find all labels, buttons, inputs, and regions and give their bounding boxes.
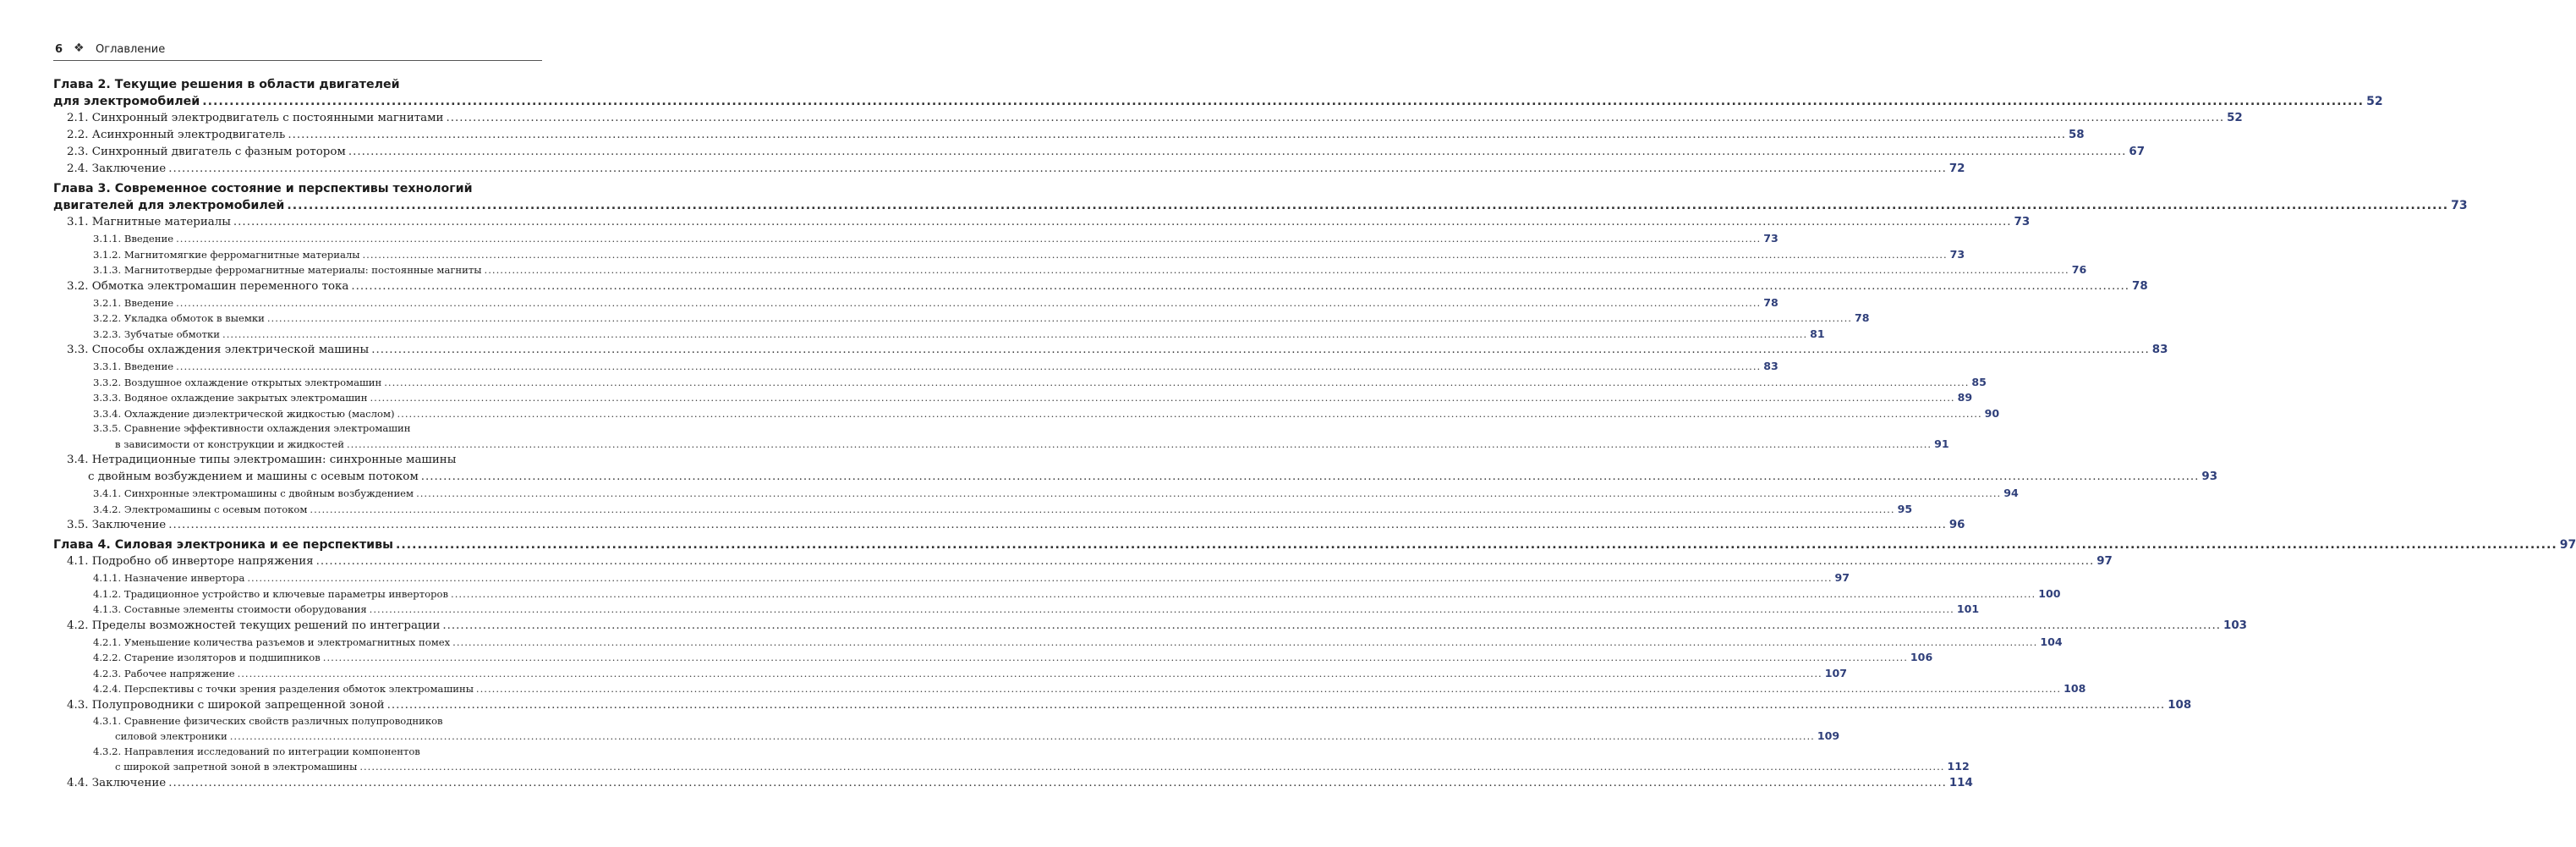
dot-leader: ................................................................................................................................................................................................................................................................................................................................................................................................................ <box>475 683 2062 695</box>
toc-entry-title: 3.5. Заключение <box>67 519 167 531</box>
toc-entry-page-number: 67 <box>2129 146 2146 158</box>
toc-entry-page-number: 52 <box>2227 112 2243 124</box>
dot-leader: ................................................................................................................................................................................................................................................................................................................................................................................................................ <box>359 761 1945 773</box>
toc-entry-page-number: 91 <box>1934 437 1949 450</box>
toc-entry-title: 3.4. Нетрадиционные типы электромашин: синхронные машины <box>67 454 457 466</box>
toc-entry-level-3[interactable] <box>53 666 1847 682</box>
toc-entry-level-3[interactable] <box>53 502 1913 518</box>
dot-leader: ................................................................................................................................................................................................................................................................................................................................................................................................................ <box>362 248 1948 261</box>
toc-entry-title: 3.3.5. Сравнение эффективности охлаждения электромашин <box>93 422 411 434</box>
toc-entry-title: 4.2.3. Рабочее напряжение <box>93 667 235 679</box>
toc-entry-title: силовой электроники <box>115 730 227 742</box>
toc-entry-title: 4.2.2. Старение изоляторов и подшипников <box>93 652 321 663</box>
toc-entry-page-number: 103 <box>2223 619 2247 632</box>
dot-leader: ................................................................................................................................................................................................................................................................................................................................................................................................................ <box>452 635 2038 648</box>
toc-entry-page-number: 104 <box>2040 635 2063 648</box>
toc-entry-title: 4.3.2. Направления исследований по интеграции компонентов <box>93 745 420 757</box>
dot-leader: ................................................................................................................................................................................................................................................................................................................................................................................................................ <box>288 129 2066 141</box>
dot-leader: ................................................................................................................................................................................................................................................................................................................................................................................................................ <box>168 519 1947 531</box>
toc-entry-title: 4.3.1. Сравнение физических свойств различных полупроводников <box>93 714 443 727</box>
toc-entry-level-3[interactable] <box>53 602 1980 618</box>
toc-entry-level-3[interactable] <box>53 390 1973 406</box>
dot-leader: ................................................................................................................................................................................................................................................................................................................................................................................................................ <box>446 112 2225 124</box>
toc-entry-page-number: 52 <box>2366 95 2383 108</box>
dot-leader: ................................................................................................................................................................................................................................................................................................................................................................................................................ <box>420 470 2200 483</box>
toc-entry-level-2[interactable] <box>53 110 2243 127</box>
toc-entry-page-number: 85 <box>1971 375 1987 388</box>
dot-leader: ................................................................................................................................................................................................................................................................................................................................................................................................................ <box>451 587 2036 600</box>
toc-entry-level-2[interactable] <box>53 127 2085 144</box>
dot-leader: ................................................................................................................................................................................................................................................................................................................................................................................................................ <box>395 538 2557 552</box>
toc-entry-level-3[interactable] <box>53 650 1933 666</box>
toc-entry-page-number: 93 <box>2201 470 2218 483</box>
toc-entry-title: 3.3.2. Воздушное охлаждение открытых электромашин <box>93 376 382 388</box>
toc-entry-title: 3.2. Обмотка электромашин переменного тока <box>67 279 349 293</box>
toc-entry-title: 2.4. Заключение <box>67 162 167 175</box>
toc-entry-page-number: 89 <box>1957 391 1973 404</box>
toc-entry-level-2[interactable] <box>53 161 1965 178</box>
toc-entry-title: 4.1.1. Назначение инвертора <box>93 572 245 584</box>
toc-entry-title: 3.1.3. Магнитотвердые ферромагнитные материалы: постоянные магниты <box>93 264 482 276</box>
table-of-contents <box>53 76 2576 792</box>
header-title: Оглавление <box>96 43 166 56</box>
toc-entry-level-1[interactable] <box>53 536 2576 553</box>
toc-entry-level-1[interactable] <box>53 180 2468 214</box>
toc-entry-title: 3.1. Магнитные материалы <box>67 216 231 228</box>
toc-entry-level-3[interactable] <box>53 635 2063 651</box>
dot-leader: ................................................................................................................................................................................................................................................................................................................................................................................................................ <box>351 279 2130 293</box>
toc-entry-title: 4.2.1. Уменьшение количества разъемов и электромагнитных помех <box>93 635 451 648</box>
dot-leader: ................................................................................................................................................................................................................................................................................................................................................................................................................ <box>397 407 1982 420</box>
toc-entry-title: 3.1.1. Введение <box>93 233 174 245</box>
toc-entry-title: для электромобилей <box>53 95 200 108</box>
toc-entry-page-number: 72 <box>1948 162 1965 175</box>
dot-leader: ................................................................................................................................................................................................................................................................................................................................................................................................................ <box>484 264 2069 276</box>
toc-entry-page-number: 109 <box>1817 729 1840 742</box>
toc-entry-title: двигателей для электромобилей <box>53 199 285 212</box>
toc-entry-page-number: 101 <box>1956 602 1980 615</box>
toc-entry-title: 3.3.4. Охлаждение диэлектрической жидкостью (маслом) <box>93 407 395 420</box>
toc-entry-title: 3.4.1. Синхронные электромашины с двойным возбуждением <box>93 487 414 499</box>
toc-entry-level-2[interactable] <box>53 342 2168 359</box>
dot-leader: ................................................................................................................................................................................................................................................................................................................................................................................................................ <box>237 667 1822 679</box>
dot-leader: ................................................................................................................................................................................................................................................................................................................................................................................................................ <box>266 312 1852 324</box>
toc-entry-title: 4.3. Полупроводники с широкой запрещенной зоной <box>67 698 385 712</box>
toc-entry-level-3[interactable] <box>53 359 1779 375</box>
dot-leader: ................................................................................................................................................................................................................................................................................................................................................................................................................ <box>346 437 1932 450</box>
toc-entry-level-3[interactable] <box>53 231 1779 247</box>
toc-entry-level-3[interactable] <box>53 262 2087 278</box>
toc-entry-title: 4.4. Заключение <box>67 776 167 789</box>
toc-entry-page-number: 73 <box>2014 216 2031 228</box>
toc-entry-page-number: 96 <box>1948 519 1965 531</box>
toc-entry-level-2[interactable] <box>53 775 1973 792</box>
toc-entry-level-3[interactable] <box>53 486 2019 502</box>
dot-leader: ................................................................................................................................................................................................................................................................................................................................................................................................................ <box>384 376 1970 388</box>
dot-leader: ................................................................................................................................................................................................................................................................................................................................................................................................................ <box>176 296 1762 309</box>
toc-entry-page-number: 100 <box>2038 586 2061 600</box>
dot-leader: ................................................................................................................................................................................................................................................................................................................................................................................................................ <box>168 776 1947 789</box>
toc-entry-title: 2.1. Синхронный электродвигатель с постоянными магнитами <box>67 112 444 124</box>
dot-leader: ................................................................................................................................................................................................................................................................................................................................................................................................................ <box>416 487 2002 499</box>
toc-entry-title: в зависимости от конструкции и жидкостей <box>115 437 344 450</box>
toc-entry-title: с двойным возбуждением и машины с осевым потоком <box>88 470 419 483</box>
toc-entry-page-number: 106 <box>1910 651 1933 663</box>
toc-entry-title: 3.3.3. Водяное охлаждение закрытых электромашин <box>93 392 368 404</box>
toc-entry-title: 3.3. Способы охлаждения электрической машины <box>67 344 370 356</box>
toc-entry-page-number: 97 <box>2559 538 2576 552</box>
toc-entry-page-number: 78 <box>2132 279 2148 293</box>
toc-entry-level-3[interactable] <box>53 375 1987 391</box>
toc-entry-title: 3.2.2. Укладка обмоток в выемки <box>93 312 265 324</box>
toc-entry-level-3[interactable] <box>53 745 1970 775</box>
toc-entry-page-number: 83 <box>2151 344 2168 356</box>
toc-entry-page-number: 83 <box>1763 360 1779 372</box>
toc-entry-level-2[interactable] <box>53 144 2146 161</box>
dot-leader: ................................................................................................................................................................................................................................................................................................................................................................................................................ <box>371 344 2150 356</box>
dot-leader: ................................................................................................................................................................................................................................................................................................................................................................................................................ <box>310 503 1895 515</box>
toc-entry-page-number: 78 <box>1855 311 1870 324</box>
toc-entry-title: 3.4.2. Электромашины с осевым потоком <box>93 503 308 515</box>
toc-entry-page-number: 90 <box>1984 406 2000 420</box>
page-number: 6 <box>55 43 63 56</box>
toc-entry-level-2[interactable] <box>53 553 2113 570</box>
toc-entry-title: 3.2.3. Зубчатые обмотки <box>93 327 221 340</box>
toc-entry-level-3[interactable] <box>53 311 1870 327</box>
toc-entry-title: 3.1.2. Магнитомягкие ферромагнитные материалы <box>93 248 360 261</box>
toc-entry-page-number: 97 <box>2096 555 2113 568</box>
toc-entry-title: 4.2.4. Перспективы с точки зрения разделения обмоток электромашины <box>93 683 474 695</box>
toc-entry-level-2[interactable] <box>53 278 2148 295</box>
toc-entry-level-3[interactable] <box>53 406 2000 422</box>
dot-leader: ................................................................................................................................................................................................................................................................................................................................................................................................................ <box>322 652 1908 663</box>
toc-entry-level-3[interactable] <box>53 570 1850 586</box>
toc-entry-level-3[interactable] <box>53 327 1825 343</box>
dot-leader: ................................................................................................................................................................................................................................................................................................................................................................................................................ <box>315 555 2095 568</box>
toc-entry-page-number: 107 <box>1824 666 1847 679</box>
toc-entry-level-3[interactable] <box>53 247 1965 263</box>
toc-entry-title: 2.3. Синхронный двигатель с фазным ротором <box>67 146 346 158</box>
running-header <box>53 41 542 61</box>
toc-entry-level-2[interactable] <box>53 618 2247 635</box>
dot-leader: ................................................................................................................................................................................................................................................................................................................................................................................................................ <box>222 327 1808 340</box>
toc-entry-title: 4.1.2. Традиционное устройство и ключевые параметры инверторов <box>93 587 449 600</box>
toc-entry-title: 4.1. Подробно об инверторе напряжения <box>67 555 314 568</box>
dot-leader: ................................................................................................................................................................................................................................................................................................................................................................................................................ <box>168 162 1947 175</box>
toc-entry-page-number: 58 <box>2068 129 2085 141</box>
dot-leader: ................................................................................................................................................................................................................................................................................................................................................................................................................ <box>348 146 2127 158</box>
toc-entry-title: 3.2.1. Введение <box>93 296 174 309</box>
toc-entry-level-3[interactable] <box>53 714 1840 745</box>
dot-leader: ................................................................................................................................................................................................................................................................................................................................................................................................................ <box>176 233 1762 245</box>
toc-entry-title: 3.3.1. Введение <box>93 360 174 372</box>
dot-leader: ................................................................................................................................................................................................................................................................................................................................................................................................................ <box>287 199 2449 212</box>
toc-entry-title: 2.2. Асинхронный электродвигатель <box>67 129 286 141</box>
toc-entry-page-number: 108 <box>2168 698 2192 712</box>
toc-entry-page-number: 95 <box>1897 502 1913 515</box>
toc-entry-title: с широкой запретной зоной в электромашины <box>115 761 358 773</box>
dot-leader: ................................................................................................................................................................................................................................................................................................................................................................................................................ <box>176 360 1762 372</box>
toc-entry-title: Глава 3. Современное состояние и перспективы технологий <box>53 182 473 195</box>
toc-entry-title: Глава 4. Силовая электроника и ее перспективы <box>53 538 393 552</box>
toc-entry-page-number: 97 <box>1834 571 1850 584</box>
dot-leader: ................................................................................................................................................................................................................................................................................................................................................................................................................ <box>202 95 2365 108</box>
toc-entry-title: 4.2. Пределы возможностей текущих решений по интеграции <box>67 619 441 632</box>
dot-leader: ................................................................................................................................................................................................................................................................................................................................................................................................................ <box>370 392 1955 404</box>
toc-entry-page-number: 114 <box>1948 776 1973 789</box>
toc-entry-page-number: 108 <box>2064 682 2086 695</box>
toc-entry-level-2[interactable] <box>53 452 2218 486</box>
toc-entry-page-number: 112 <box>1947 760 1970 773</box>
toc-entry-page-number: 73 <box>1763 232 1779 245</box>
toc-entry-page-number: 78 <box>1763 295 1779 309</box>
dot-leader: ................................................................................................................................................................................................................................................................................................................................................................................................................ <box>369 603 1954 615</box>
toc-entry-level-3[interactable] <box>53 295 1779 311</box>
ornament-icon: ❖ <box>74 41 85 55</box>
toc-entry-level-2[interactable] <box>53 517 1965 534</box>
toc-entry-page-number: 73 <box>1949 247 1965 261</box>
dot-leader: ................................................................................................................................................................................................................................................................................................................................................................................................................ <box>442 619 2222 632</box>
toc-entry-level-2[interactable] <box>53 214 2031 231</box>
dot-leader: ................................................................................................................................................................................................................................................................................................................................................................................................................ <box>247 572 1833 584</box>
toc-entry-level-3[interactable] <box>53 586 2061 602</box>
toc-entry-level-3[interactable] <box>53 681 2086 697</box>
toc-entry-title: 4.1.3. Составные элементы стоимости оборудования <box>93 603 367 615</box>
dot-leader: ................................................................................................................................................................................................................................................................................................................................................................................................................ <box>229 730 1815 742</box>
dot-leader: ................................................................................................................................................................................................................................................................................................................................................................................................................ <box>386 698 2166 712</box>
toc-entry-title: Глава 2. Текущие решения в области двигателей <box>53 78 400 91</box>
toc-entry-page-number: 81 <box>1810 327 1825 340</box>
toc-entry-page-number: 94 <box>2003 487 2019 499</box>
dot-leader: ................................................................................................................................................................................................................................................................................................................................................................................................................ <box>233 216 2012 228</box>
toc-entry-page-number: 76 <box>2071 263 2087 276</box>
toc-entry-page-number: 73 <box>2451 199 2468 212</box>
toc-entry-level-2[interactable] <box>53 697 2192 714</box>
toc-entry-level-3[interactable] <box>53 421 1949 452</box>
toc-entry-level-1[interactable] <box>53 76 2383 110</box>
